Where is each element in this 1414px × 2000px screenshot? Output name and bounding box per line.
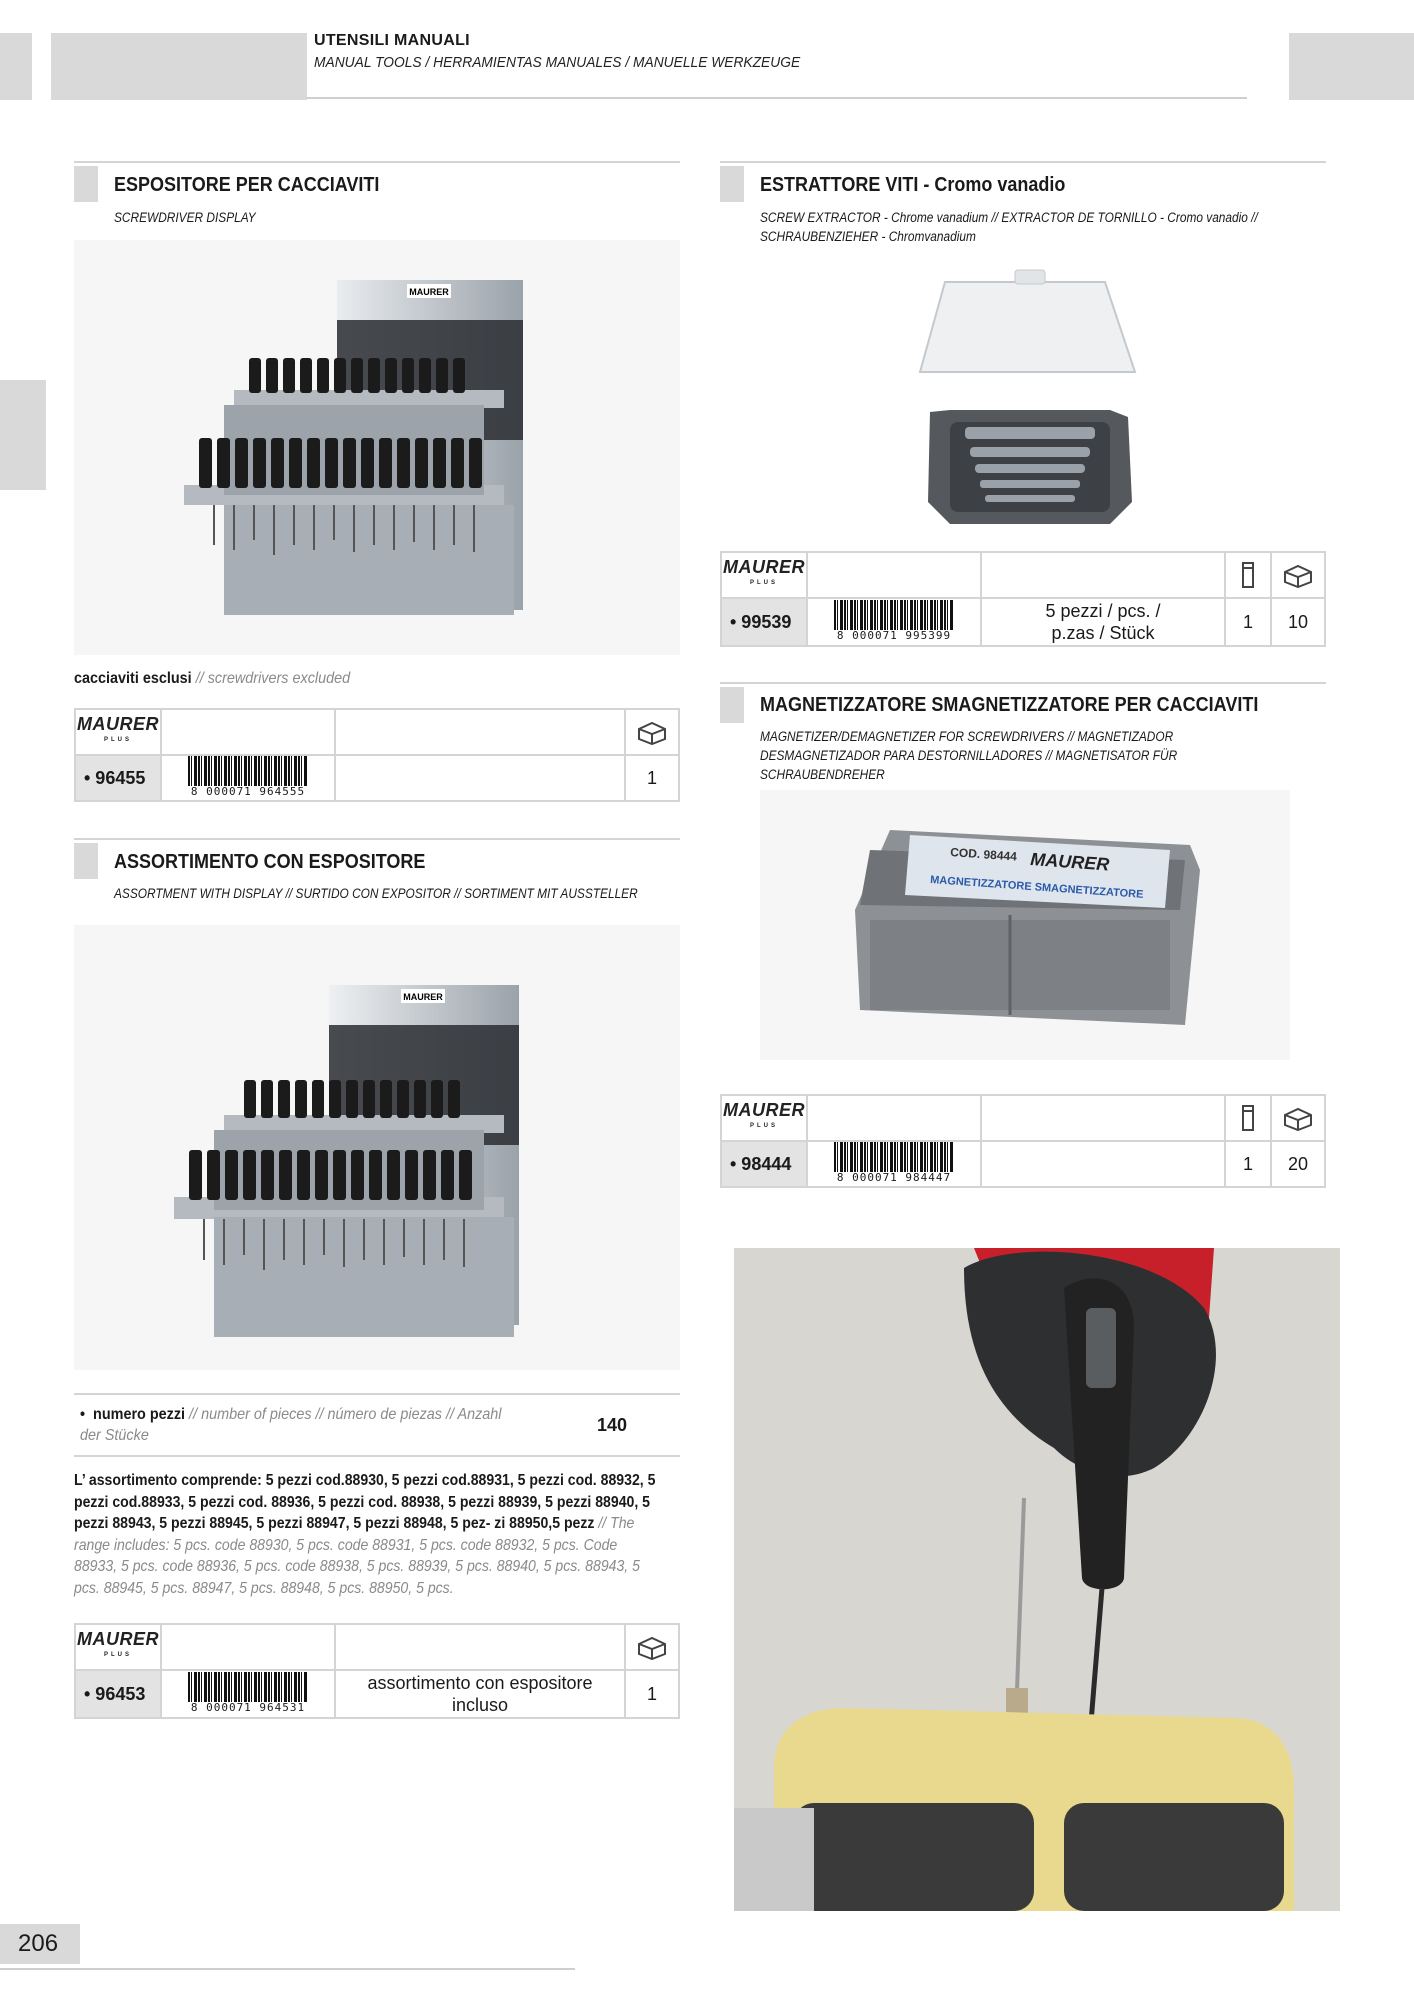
magnetizer-title: MAGNETIZZATORE SMAGNETIZZATORE PER CACCIAVITI [760,694,1259,716]
assortment-photo [74,925,680,1370]
screwdriver-in-use-image [734,1248,1340,1911]
footer-rule [0,1968,575,1970]
extractor-photo [900,262,1150,530]
box-icon [625,1624,679,1670]
svg-text:MAURER: MAURER [409,287,449,297]
qty-box: 10 [1271,598,1325,646]
pieces-rule-bottom [74,1455,680,1457]
brand-logo-cell [721,552,807,598]
assortment-title: ASSORTIMENTO CON ESPOSITORE [114,851,426,873]
product-desc: 5 pezzi / pcs. / p.zas / Stück [981,598,1225,646]
magnetizer-subtitle: MAGNETIZER/DEMAGNETIZER FOR SCREWDRIVERS // MAGNETIZADOR DESMAGNETIZADOR PARA DESTORNILLADORES // MAGNETISATOR FÜR SCHRAUBENDREHER [760,729,1178,782]
section-rule [74,161,680,163]
extractor-title: ESTRATTORE VITI - Cromo vanadio [760,174,1066,196]
barcode: 8 000071 964531 [161,1670,335,1718]
qty-box: 20 [1271,1141,1325,1187]
section-marker [74,166,98,202]
product-code: • 98444 [721,1141,807,1187]
product-code: • 96455 [75,755,161,801]
magnetizer-photo [760,790,1290,1060]
section-marker [720,166,744,202]
display-title: ESPOSITORE PER CACCIAVITI [114,174,380,196]
header-rule [307,97,1247,99]
svg-text:MAGNETIZZATORE SMAGNETIZZATORE: MAGNETIZZATORE SMAGNETIZZATORE [929,874,1144,901]
pieces-rule-top [74,1393,680,1395]
pack-icon [1225,1095,1271,1141]
product-code: • 99539 [721,598,807,646]
product-desc: assortimento con espositore incluso [335,1670,625,1718]
includes-bold: L’ assortimento comprende: 5 pezzi cod.88930, 5 pezzi cod.88931, 5 pezzi cod. 88932, 5 pezzi cod.88933, 5 pezzi cod. 88936, 5 pezzi cod. 88938, 5 pezzi 88939, 5 pezzi 88940, 5 pezzi 88943, 5 pezzi 88945, 5 pezzi 88947, 5 pezzi 88948, 5 pez- zi 88950,5 pezz [74,1472,656,1532]
page-number: 206 [18,1930,59,1957]
pieces-row: • numero pezzi // number of pieces // número de piezas // Anzahl der Stücke [80,1406,502,1444]
brand-logo: MAURER PLUS [77,714,159,743]
barcode: 8 000071 964555 [161,755,335,801]
barcode: 8 000071 995399 [807,598,981,646]
brand-logo: MAURER PLUS [723,1100,805,1129]
display-photo [74,240,680,655]
product-desc [981,1141,1225,1187]
section-rule [720,682,1326,684]
header-subtitle: MANUAL TOOLS / HERRAMIENTAS MANUALES / MANUELLE WERKZEUGE [314,54,801,71]
header-grey-bar [51,33,307,100]
barcode: 8 000071 984447 [807,1141,981,1187]
header-right-tab [1289,33,1414,100]
display-note-bold: cacciaviti esclusi [74,670,192,687]
qty-pack: 1 [1225,1141,1271,1187]
pieces-label: numero pezzi [93,1406,186,1423]
display-note-light: // screwdrivers excluded [191,670,351,687]
qty-pack: 1 [1225,598,1271,646]
section-marker [720,687,744,723]
pieces-translations: // number of pieces // número de piezas // Anzahl der Stücke [80,1406,502,1444]
display-note [74,670,350,688]
magnetizer-product-table [720,1094,1326,1188]
product-code: • 96453 [75,1670,161,1718]
box-icon [1271,1095,1325,1141]
pieces-value: 140 [597,1415,628,1435]
brand-logo: MAURER PLUS [77,1629,159,1658]
brand-logo-cell [75,1624,161,1670]
assortment-display-image [74,925,680,1370]
header-left-tab [0,33,32,100]
assortment-includes [74,1470,662,1599]
brand-logo-cell [75,709,161,755]
product-desc [335,755,625,801]
svg-text:COD. 98444: COD. 98444 [949,845,1018,864]
box-icon [625,709,679,755]
header-title: UTENSILI MANUALI [314,32,470,49]
svg-text:MAURER: MAURER [1029,849,1110,875]
includes-light: // The range includes: 5 pcs. code 88930, 5 pcs. code 88931, 5 pcs. code 88932, 5 pcs. Code 88933, 5 pcs. code 88936, 5 pcs. code 88938, 5 pcs. 88939, 5 pcs. 88940, 5 pcs. 88943, 5 pcs. 88945, 5 pcs. 88947, 5 pcs. 88948, 5 pcs. 88950, 5 pcs. [74,1515,640,1597]
svg-text:MAURER: MAURER [403,992,443,1002]
screw-extractor-image [900,262,1150,530]
section-marker [74,843,98,879]
section-rule [74,838,680,840]
screwdriver-display-image [74,240,680,655]
section-rule [720,161,1326,163]
side-tab [0,380,46,490]
qty-box: 1 [625,1670,679,1718]
box-icon [1271,552,1325,598]
assortment-subtitle: ASSORTMENT WITH DISPLAY // SURTIDO CON EXPOSITOR // SORTIMENT MIT AUSSTELLER [114,886,638,901]
brand-logo: MAURER PLUS [723,557,805,586]
extractor-product-table [720,551,1326,647]
assortment-product-table [74,1623,680,1719]
brand-logo-cell [721,1095,807,1141]
display-subtitle: SCREWDRIVER DISPLAY [114,210,256,225]
usage-photo [734,1248,1340,1911]
extractor-subtitle: SCREW EXTRACTOR - Chrome vanadium // EXTRACTOR DE TORNILLO - Cromo vanadio // SCHRAUBENZIEHER - Chromvanadium [760,210,1258,244]
qty-box: 1 [625,755,679,801]
pack-icon [1225,552,1271,598]
display-product-table [74,708,680,802]
magnetizer-image [760,790,1290,1060]
